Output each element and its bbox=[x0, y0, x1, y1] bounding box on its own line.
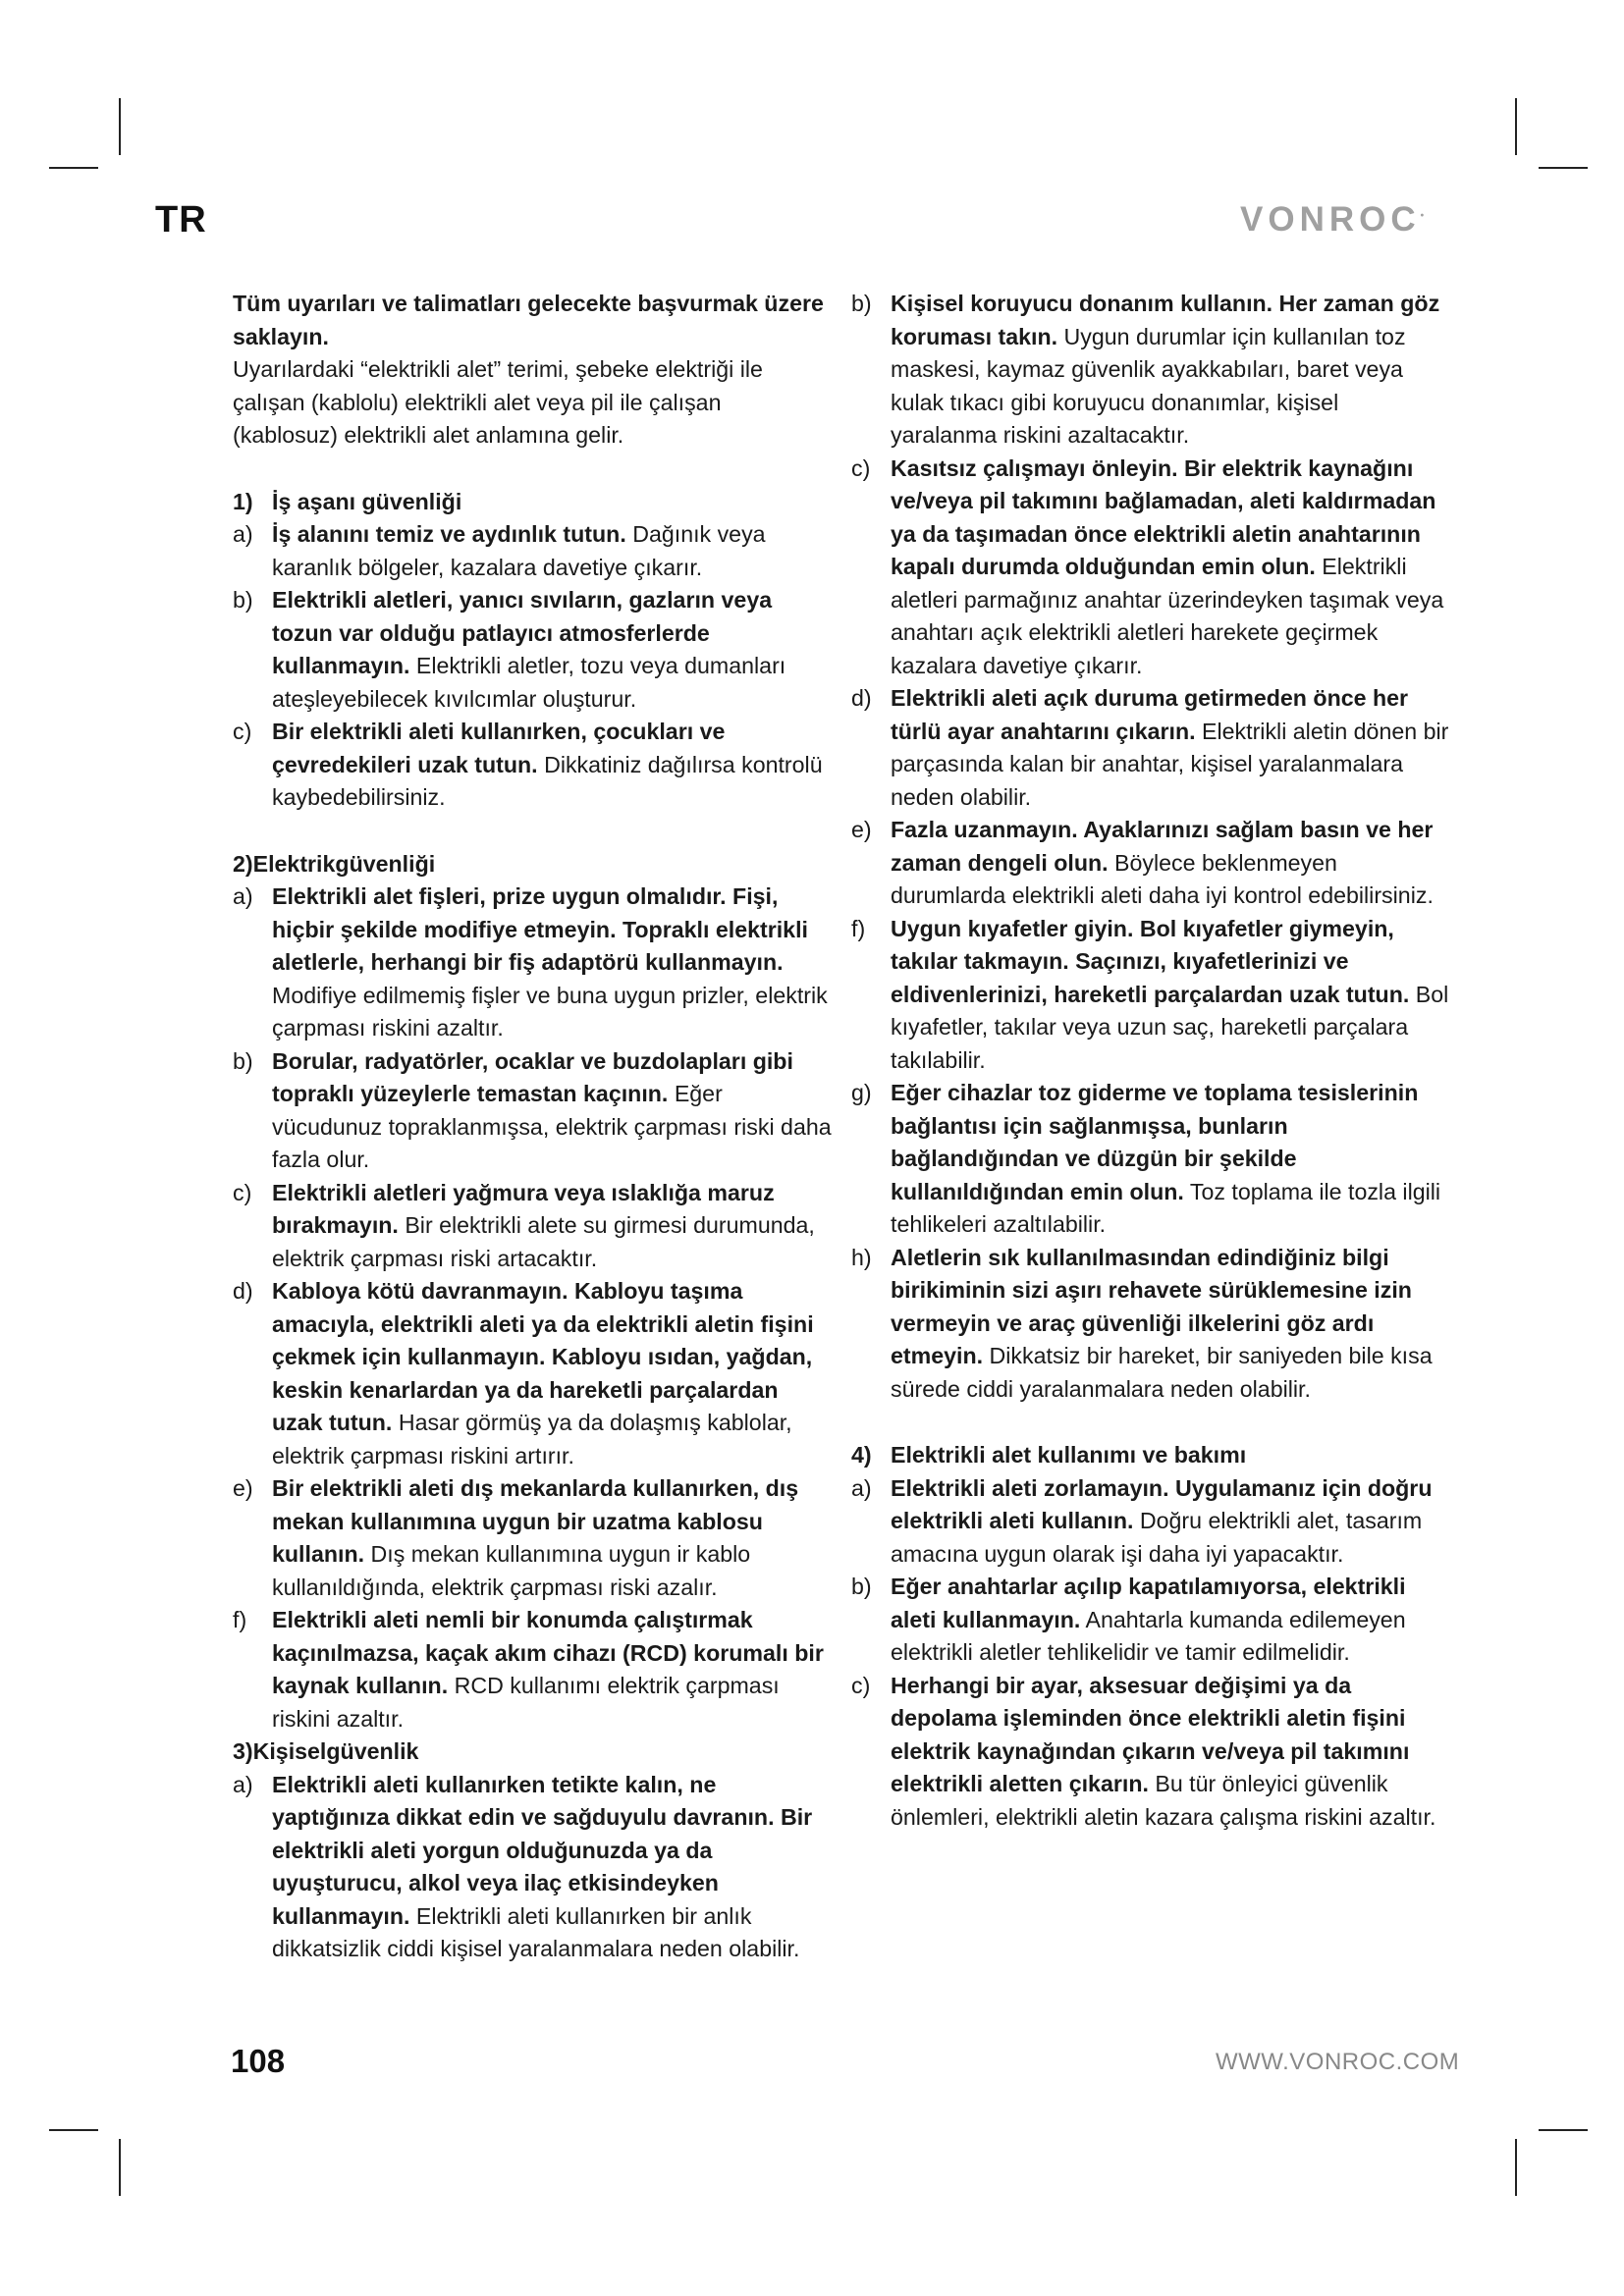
section-title: 2)Elektrikgüvenliği bbox=[233, 850, 436, 877]
item-bold-text: Elektrikli aleti zorlamayın. Uygulamanız için doğru elektrikli aleti kullanın. bbox=[891, 1474, 1433, 1533]
crop-mark bbox=[119, 98, 121, 155]
item-text: Toz toplama ile tozla ilgili tehlikeleri azaltılabilir. bbox=[891, 1178, 1441, 1237]
list-item bbox=[851, 1670, 1450, 1835]
item-text: Bu tür önleyici güvenlik önlemleri, elektrikli aletin kazara çalışma riskini azaltır. bbox=[891, 1771, 1436, 1830]
item-text: Elektrikli aletin dönen bir parçasında kalan bir anahtar, kişisel yaralanmalara neden olabilir. bbox=[891, 718, 1449, 810]
section-title: İş aşanı güvenliği bbox=[272, 488, 462, 514]
item-label: c) bbox=[851, 1672, 871, 1698]
section-heading bbox=[233, 486, 832, 519]
item-bold-text: Eğer anahtarlar açılıp kapatılamıyorsa, elektrikli aleti kullanmayın. bbox=[891, 1574, 1406, 1632]
crop-mark bbox=[1515, 2139, 1517, 2196]
list-item bbox=[233, 1045, 832, 1177]
item-label: b) bbox=[233, 1047, 253, 1074]
item-label: h) bbox=[851, 1244, 872, 1270]
section-number: 1) bbox=[233, 488, 253, 514]
item-text: Bir elektrikli alete su girmesi durumunda, elektrik çarpması riski artacaktır. bbox=[272, 1212, 815, 1271]
section-title: Elektrikli alet kullanımı ve bakımı bbox=[891, 1442, 1247, 1468]
list-item bbox=[233, 1769, 832, 1966]
crop-mark bbox=[119, 2139, 121, 2196]
item-bold-text: Elektrikli aletleri, yanıcı sıvıların, gazların veya tozun var olduğu patlayıcı atmosferlerde kullanmayın. bbox=[272, 587, 773, 678]
item-bold-text: Elektrikli aleti açık duruma getirmeden önce her türlü ayar anahtarını çıkarın. bbox=[891, 685, 1409, 744]
item-text: Böylece beklenmeyen durumlarda elektrikli aleti daha iyi kontrol edebilirsiniz. bbox=[891, 849, 1434, 908]
item-text: Anahtarla kumanda edilemeyen elektrikli aletler tehlikelidir ve tamir edilmelidir. bbox=[891, 1606, 1406, 1665]
item-text: Hasar görmüş ya da dolaşmış kablolar, elektrik çarpması riskini artırır. bbox=[272, 1410, 792, 1468]
list-item bbox=[233, 1604, 832, 1735]
list-item bbox=[233, 584, 832, 716]
item-label: a) bbox=[233, 883, 253, 909]
item-bold-text: Bir elektrikli aleti dış mekanlarda kullanırken, dış mekan kullanımına uygun bir uzatma kablosu kullanın. bbox=[272, 1475, 799, 1567]
item-bold-text: Fazla uzanmayın. Ayaklarınızı sağlam basın ve her zaman dengeli olun. bbox=[891, 817, 1434, 876]
left-column bbox=[233, 288, 832, 1966]
crop-mark bbox=[1539, 2129, 1588, 2131]
item-label: a) bbox=[851, 1474, 872, 1501]
item-label: b) bbox=[851, 291, 872, 316]
item-label: a) bbox=[233, 521, 253, 547]
item-bold-text: Kasıtsız çalışmayı önleyin. Bir elektrik kaynağını ve/veya pil takımını bağlamadan, aleti kaldırmadan ya da taşımadan önce elektrikli aletin anahtarının kapalı durumda olduğundan emin olun. bbox=[891, 454, 1436, 579]
item-label: e) bbox=[233, 1475, 253, 1501]
item-label: d) bbox=[233, 1278, 253, 1304]
item-bold-text: Eğer cihazlar toz giderme ve toplama tesislerinin bağlantısı için sağlanmışsa, bunların bağlandığından ve düzgün bir şekilde kullanıldığından emin olun. bbox=[891, 1080, 1419, 1204]
brand-mark: • bbox=[1420, 210, 1425, 222]
item-label: c) bbox=[233, 719, 252, 744]
list-item bbox=[851, 913, 1450, 1078]
list-item bbox=[233, 881, 832, 1045]
list-item bbox=[851, 1472, 1450, 1572]
crop-mark bbox=[49, 167, 98, 169]
intro-heading: Tüm uyarıları ve talimatları gelecekte başvurmak üzere saklayın. bbox=[233, 291, 824, 349]
list-item bbox=[233, 716, 832, 815]
item-bold-text: Elektrikli aleti kullanırken tetikte kalın, ne yaptığınıza dikkat edin ve sağduyulu davranın. Bir elektrikli aleti yorgun olduğunuzda ya da uyuşturucu, alkol veya ilaç etkisindeyken kullanmayın. bbox=[272, 1771, 813, 1929]
item-label: e) bbox=[851, 817, 872, 842]
website-link[interactable]: WWW.VONROC.COM bbox=[1216, 2049, 1460, 2075]
item-text: Modifiye edilmemiş fişler ve buna uygun prizler, elektrik çarpması riskini azaltır. bbox=[272, 982, 828, 1041]
crop-mark bbox=[49, 2129, 98, 2131]
item-label: b) bbox=[233, 587, 253, 613]
item-bold-text: Borular, radyatörler, ocaklar ve buzdolapları gibi topraklı yüzeylerle temastan kaçının. bbox=[272, 1047, 793, 1106]
item-text: Dağınık veya karanlık bölgeler, kazalara davetiye çıkarır. bbox=[272, 521, 766, 580]
item-label: f) bbox=[233, 1607, 247, 1632]
list-item bbox=[233, 1275, 832, 1472]
list-item bbox=[851, 682, 1450, 814]
item-bold-text: Kabloya kötü davranmayın. Kabloyu taşıma amacıyla, elektrikli aleti ya da elektrikli aletin fişini çekmek için kullanmayın. Kabloyu ısıdan, yağdan, keskin kenarlardan ya da hareketli parçalardan uzak tutun. bbox=[272, 1278, 814, 1435]
item-label: d) bbox=[851, 685, 872, 711]
item-bold-text: Bir elektrikli aleti kullanırken, çocukları ve çevredekileri uzak tutun. bbox=[272, 719, 726, 777]
item-text: Uygun durumlar için kullanılan toz maskesi, kaymaz güvenlik ayakkabıları, baret veya kulak tıkacı gibi koruyucu donanımlar, kişisel yaralanma riskini azaltacaktır. bbox=[891, 323, 1406, 448]
brand-logo bbox=[1240, 200, 1424, 240]
item-text: Elektrikli aletler, tozu veya dumanları ateşleyebilecek kıvılcımlar oluşturur. bbox=[272, 653, 786, 712]
item-label: g) bbox=[851, 1080, 872, 1105]
item-text: RCD kullanımı elektrik çarpması riskini azaltır. bbox=[272, 1673, 780, 1732]
list-item bbox=[233, 1472, 832, 1604]
brand-name: VONROC bbox=[1240, 200, 1421, 239]
item-label: c) bbox=[851, 454, 871, 481]
item-bold-text: Aletlerin sık kullanılmasından edindiğiniz bilgi birikiminin sizi aşırı rehavete sürüklemesine izin vermeyin ve araç güvenliği ilkelerini göz ardı etmeyin. bbox=[891, 1244, 1412, 1368]
item-label: a) bbox=[233, 1771, 253, 1797]
item-text: Bol kıyafetler, takılar veya uzun saç, hareketli parçalara takılabilir. bbox=[891, 981, 1449, 1073]
item-text: Elektrikli aletleri parmağınız anahtar üzerindeyken taşımak veya anahtarı açık elektrikli aletleri harekete geçirmek kazalara davetiye çıkarır. bbox=[891, 554, 1444, 678]
page-number: 108 bbox=[231, 2043, 286, 2079]
item-label: c) bbox=[233, 1179, 252, 1205]
item-text: Doğru elektrikli alet, tasarım amacına uygun olarak işi daha iyi yapacaktır. bbox=[891, 1508, 1423, 1567]
item-bold-text: Kişisel koruyucu donanım kullanın. Her zaman göz koruması takın. bbox=[891, 291, 1440, 349]
item-text: Dış mekan kullanımına uygun ir kablo kullanıldığında, elektrik çarpması riski azalır. bbox=[272, 1541, 751, 1600]
list-item bbox=[233, 1177, 832, 1276]
list-item bbox=[851, 1077, 1450, 1242]
list-item bbox=[851, 1571, 1450, 1670]
item-label: b) bbox=[851, 1574, 872, 1599]
language-code: TR bbox=[155, 199, 207, 240]
list-item bbox=[851, 1242, 1450, 1407]
item-bold-text: Herhangi bir ayar, aksesuar değişimi ya da depolama işleminden önce elektrikli aletin fişini elektrik kaynağından çıkarın ve/veya pil takımını elektrikli aletten çıkarın. bbox=[891, 1672, 1410, 1796]
list-item bbox=[851, 288, 1450, 453]
item-bold-text: Elektrikli aleti nemli bir konumda çalıştırmak kaçınılmazsa, kaçak akım cihazı (RCD) korumalı bir kaynak kullanın. bbox=[272, 1607, 824, 1698]
item-text: Eğer vücudunuz topraklanmışsa, elektrik çarpması riski daha fazla olur. bbox=[272, 1081, 832, 1172]
list-item bbox=[233, 518, 832, 584]
item-label: f) bbox=[851, 915, 866, 941]
item-text: Dikkatiniz dağılırsa kontrolü kaybedebilirsiniz. bbox=[272, 751, 823, 810]
section-heading bbox=[851, 1439, 1450, 1472]
right-column bbox=[851, 288, 1450, 1834]
crop-mark bbox=[1539, 167, 1588, 169]
intro-text: Uyarılardaki “elektrikli alet” terimi, şebeke elektriği ile çalışan (kablolu) elektrikli alet veya pil ile çalışan (kablosuz) elektrikli alet anlamına gelir. bbox=[233, 356, 763, 448]
section-number: 4) bbox=[851, 1442, 872, 1468]
crop-mark bbox=[1515, 98, 1517, 155]
item-text: Elektrikli aleti kullanırken bir anlık dikkatsizlik ciddi kişisel yaralanmalara neden olabilir. bbox=[272, 1902, 800, 1961]
section-title: 3)Kişiselgüvenlik bbox=[233, 1738, 419, 1764]
item-text: Dikkatsiz bir hareket, bir saniyeden bile kısa sürede ciddi yaralanmalara neden olabilir. bbox=[891, 1343, 1433, 1402]
item-bold-text: Elektrikli alet fişleri, prize uygun olmalıdır. Fişi, hiçbir şekilde modifiye etmeyin. Topraklı elektrikli aletlerle, herhangi bir fiş adaptörü kullanmayın. bbox=[272, 883, 808, 975]
list-item bbox=[851, 814, 1450, 913]
item-bold-text: Elektrikli aletleri yağmura veya ıslaklığa maruz bırakmayın. bbox=[272, 1179, 775, 1238]
item-bold-text: Uygun kıyafetler giyin. Bol kıyafetler giymeyin, takılar takmayın. Saçınızı, kıyafetlerinizi ve eldivenlerinizi, hareketli parçalardan uzak tutun. bbox=[891, 915, 1410, 1007]
list-item bbox=[851, 453, 1450, 683]
item-bold-text: İş alanını temiz ve aydınlık tutun. bbox=[272, 521, 626, 547]
